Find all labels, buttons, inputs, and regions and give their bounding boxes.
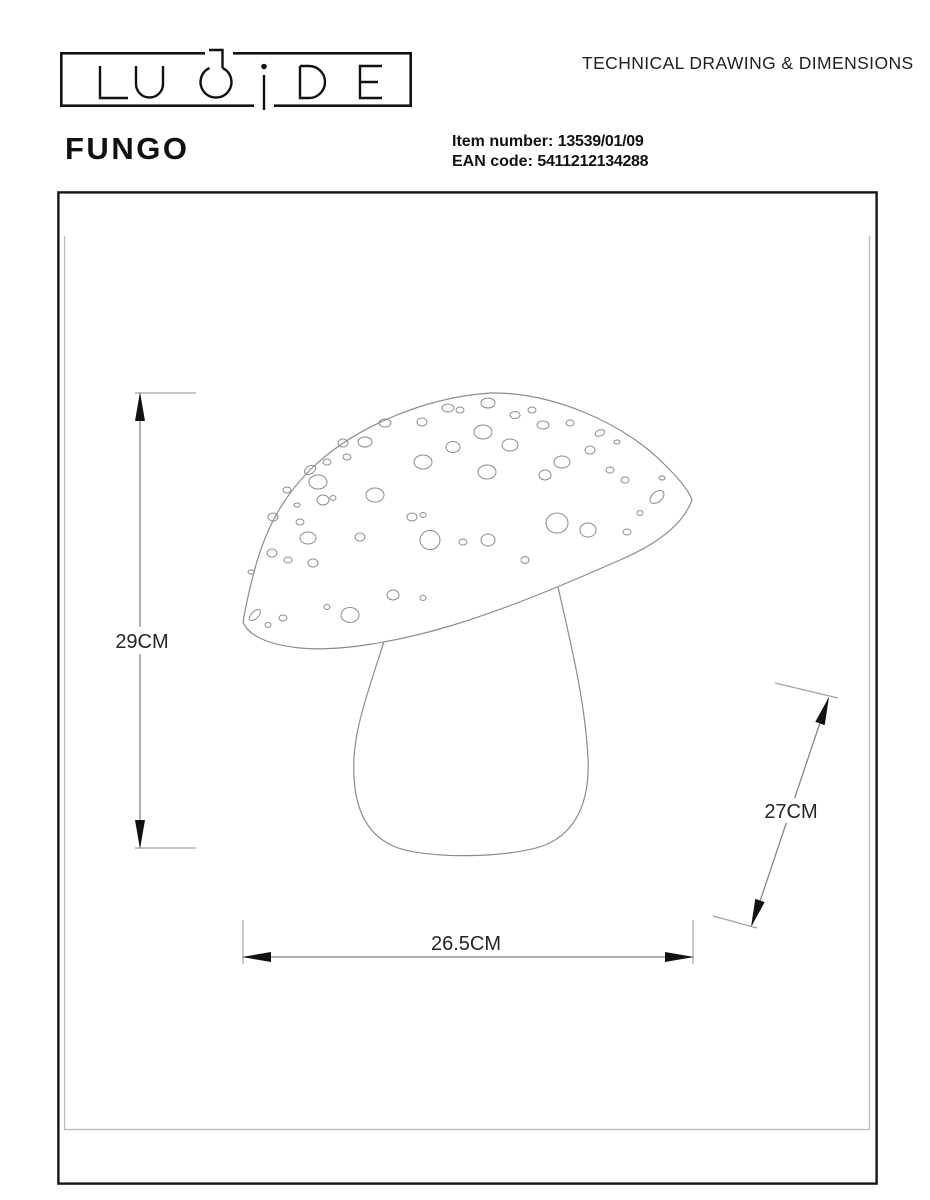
ean-code-label: EAN code: (452, 152, 533, 170)
lucide-logo (60, 44, 412, 112)
mushroom-cap (243, 393, 692, 649)
logo-letter-c (200, 68, 231, 98)
height-dimension-label: 29CM (115, 631, 169, 653)
width-arrow-left-icon (242, 952, 271, 962)
logo-letter-d (300, 66, 325, 98)
height-arrow-up-icon (135, 392, 145, 421)
logo-letters (100, 50, 382, 110)
height-arrow-down-icon (135, 820, 145, 849)
document-title: TECHNICAL DRAWING & DIMENSIONS (582, 53, 914, 73)
technical-drawing (57, 191, 878, 1185)
depth-dimension-label: 27CM (764, 801, 818, 823)
product-identifiers (452, 132, 648, 171)
logo-letter-l (100, 66, 128, 98)
product-name: FUNGO (65, 131, 190, 166)
logo-letter-u (136, 66, 163, 98)
ean-code-row (452, 152, 648, 172)
width-dimension-label: 26.5CM (430, 933, 502, 955)
depth-arrow-down-icon (751, 899, 765, 927)
dimension-width (242, 920, 694, 964)
depth-extension-bottom (713, 916, 757, 928)
depth-arrow-up-icon (815, 697, 829, 725)
width-arrow-right-icon (665, 952, 694, 962)
item-number-row (452, 132, 648, 152)
dimension-height (112, 392, 196, 849)
logo-letter-e (360, 66, 382, 98)
logo-letter-i-dot (261, 64, 267, 70)
item-number-value: 13539/01/09 (557, 133, 644, 150)
item-number-label: Item number: (452, 133, 554, 150)
ean-code-value: 5411212134288 (537, 152, 649, 170)
depth-extension-top (775, 683, 838, 698)
dimension-depth (713, 683, 838, 928)
